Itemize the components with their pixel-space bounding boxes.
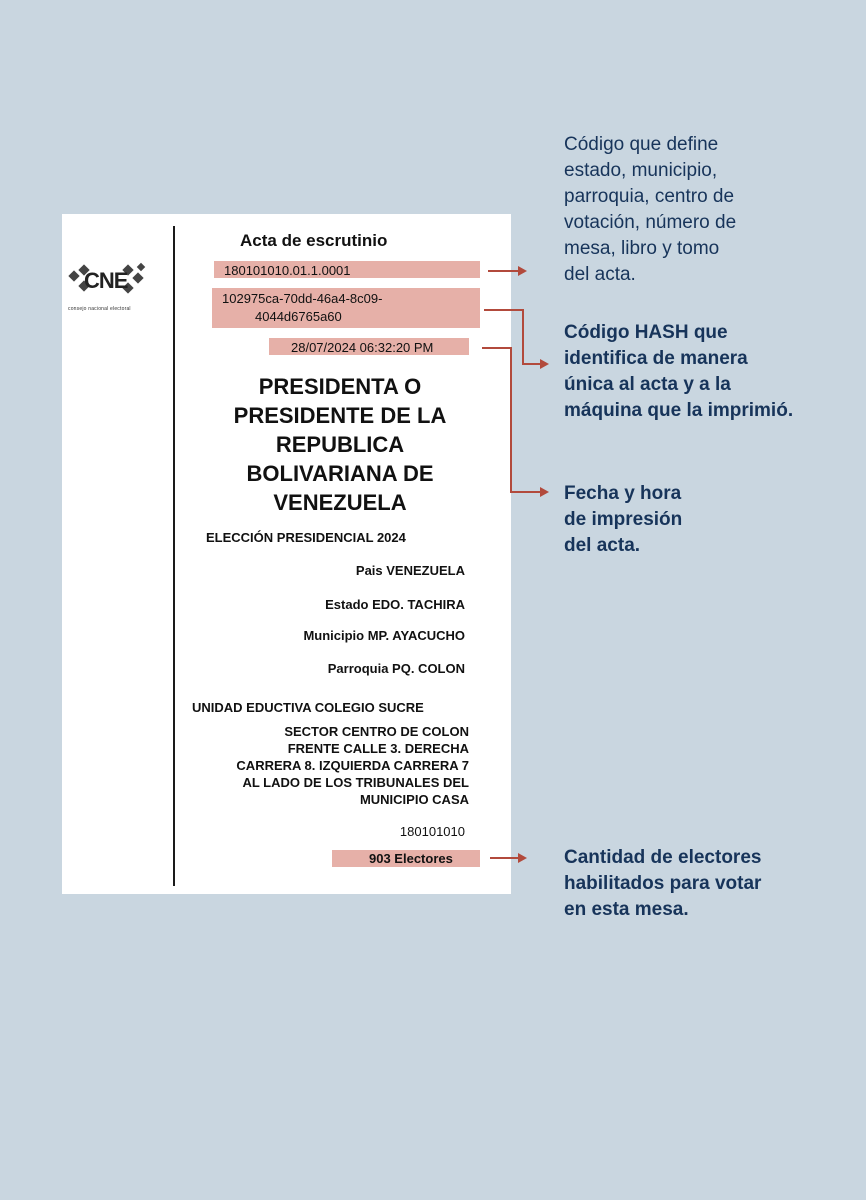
- annotation-line: habilitados para votar: [564, 873, 762, 894]
- address-line: CARRERA 8. IZQUIERDA CARRERA 7: [236, 758, 469, 773]
- print-datetime: 28/07/2024 06:32:20 PM: [291, 340, 434, 355]
- annotation-line: estado, municipio,: [564, 160, 718, 181]
- annotation-line: parroquia, centro de: [564, 186, 735, 207]
- logo-subtext: consejo nacional electoral: [68, 306, 131, 312]
- annotation-line: Código que define: [564, 134, 719, 155]
- office-title: [190, 372, 490, 517]
- address-line: FRENTE CALLE 3. DERECHA: [287, 741, 469, 756]
- acta-title: Acta de escrutinio: [240, 231, 388, 250]
- acta-receipt: [62, 214, 511, 894]
- electores-annotation: [564, 845, 761, 923]
- office-line: PRESIDENTE DE LA: [233, 403, 447, 428]
- annotation-line: única al acta y a la: [564, 374, 731, 395]
- date-annotation: [564, 481, 682, 559]
- parish: Parroquia PQ. COLON: [327, 661, 465, 676]
- office-line: PRESIDENTA O: [258, 374, 422, 399]
- address-line: MUNICIPIO CASA: [359, 792, 469, 807]
- municipality: Municipio MP. AYACUCHO: [303, 628, 465, 643]
- code-annotation: [564, 132, 736, 288]
- annotation-line: en esta mesa.: [564, 899, 689, 920]
- annotation-line: votación, número de: [564, 212, 737, 233]
- voting-center: UNIDAD EDUCTIVA COLEGIO SUCRE: [192, 700, 424, 715]
- annotation-line: Cantidad de electores: [564, 847, 762, 868]
- annotation-line: identifica de manera: [564, 348, 748, 369]
- address-line: AL LADO DE LOS TRIBUNALES DEL: [242, 775, 469, 790]
- hash-line-1: 102975ca-70dd-46a4-8c09-: [222, 291, 383, 306]
- office-line: BOLIVARIANA DE: [246, 461, 434, 486]
- annotation-line: del acta.: [564, 264, 636, 285]
- cne-logo: [68, 262, 154, 320]
- electores-count: 903 Electores: [369, 851, 453, 866]
- hash-line-2: 4044d6765a60: [255, 309, 342, 324]
- annotation-line: Fecha y hora: [564, 483, 682, 504]
- country: Pais VENEZUELA: [355, 563, 465, 578]
- office-line: REPUBLICA: [275, 432, 405, 457]
- annotation-line: Código HASH que: [564, 322, 728, 343]
- annotation-line: mesa, libro y tomo: [564, 238, 720, 259]
- office-line: VENEZUELA: [273, 490, 407, 515]
- center-id: 180101010: [399, 824, 465, 839]
- address-line: SECTOR CENTRO DE COLON: [284, 724, 469, 739]
- receipt-divider: [173, 226, 175, 886]
- voting-center-address: [236, 723, 469, 808]
- logo-text: CNE: [84, 268, 128, 293]
- election-name: ELECCIÓN PRESIDENCIAL 2024: [206, 530, 406, 545]
- annotation-line: máquina que la imprimió.: [564, 400, 794, 421]
- state: Estado EDO. TACHIRA: [325, 597, 465, 612]
- annotation-line: del acta.: [564, 535, 641, 556]
- acta-code: 180101010.01.1.0001: [224, 263, 351, 278]
- annotation-line: de impresión: [564, 509, 683, 530]
- hash-annotation: [564, 320, 793, 424]
